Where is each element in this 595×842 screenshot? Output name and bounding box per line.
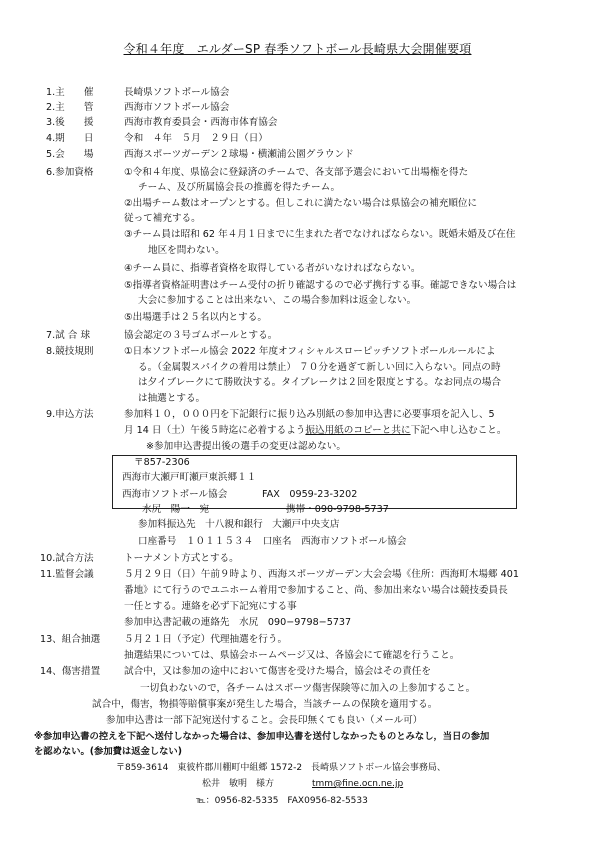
warning-line: ※参加申込書の控えを下記へ送付しなかった場合は、参加申込書を送付しなかったものとみなし，当日の参加	[34, 731, 490, 742]
eligibility-label: 6.参加資格	[46, 167, 94, 178]
draw-note: 抽選結果については、県協会ホームページ又は、各協会にて確認を行うこと。	[124, 650, 460, 661]
box-address: 西海市大瀬戸町瀬戸東浜郷１１	[122, 472, 257, 483]
eligibility-line: ①令和４年度、県協会に登録済のチームで、各支部予選会において出場権を得た	[124, 167, 469, 178]
draw-label: 13、組合抽選	[40, 634, 101, 645]
footer-tel: ℡：0956-82-5335 FAX0956-82-5533	[196, 796, 368, 806]
item-value-organizer: 長崎県ソフトボール協会	[124, 87, 230, 98]
insurance-line: 一切負わないので，各チームはスポーツ傷害保険等に加入の上参加すること。	[140, 683, 476, 694]
meeting-contact: 参加申込書記載の連絡先 水尻 090−9798−5737	[124, 617, 352, 628]
item-label-support: 3.後 援	[46, 117, 94, 128]
rules-label: 8.競技規則	[46, 346, 94, 357]
application-label: 9.申込方法	[46, 409, 94, 420]
footer-email-link[interactable]: tmm@fine.ocn.ne.jp	[312, 779, 404, 789]
ball-label: 7.試 合 球	[46, 330, 91, 341]
format-label: 10.試合方法	[40, 553, 94, 564]
application-line: 参加料１０，０００円を下記銀行に振り込み別紙の参加申込書に必要事項を記入し、5	[124, 409, 495, 420]
box-person: 水尻 陽一 宛	[142, 504, 210, 515]
meeting-line: 一任とする。連絡を必ず下記宛にする事	[124, 601, 297, 612]
insurance-line: 参加申込書は一部下記宛送付すること。会長印無くても良い（メール可）	[106, 715, 423, 726]
meeting-line: 番地》にて行うのでユニホーム着用で参加すること、尚、参加出来ない場合は競技委員長	[124, 585, 508, 596]
meeting-label: 11.監督会議	[40, 569, 94, 580]
eligibility-line: ②出場チーム数はオープンとする。但しこれに満たない場合は県協会の補充順位に	[124, 198, 478, 209]
rules-line: は抽選とする。	[138, 393, 206, 404]
format-value: トーナメント方式とする。	[124, 553, 239, 564]
rules-line: る。（金属製スパイクの着用は禁止） ７０分を過ぎて新しい回に入らない。同点の時	[138, 362, 501, 373]
application-underlined: 振込用紙のコピーと共に	[305, 425, 411, 436]
item-value-venue: 西海スポーツガーデン２球場・横瀬浦公園グラウンド	[124, 149, 354, 160]
insurance-line: 試合中，又は参加の途中において傷害を受けた場合，協会はその責任を	[124, 666, 431, 677]
eligibility-line: チーム、及び所属協会長の推薦を得たチーム。	[138, 182, 341, 193]
eligibility-line: ⑤出場選手は２５名以内とする。	[124, 312, 267, 323]
bank-line: 口座番号 １０１１５３４ 口座名 西海市ソフトボール協会	[138, 536, 407, 547]
rules-line: は夕イブレークにて勝敗決する。タイブレークは２回を限度とする。なお同点の場合	[138, 377, 502, 388]
rules-line: ①日本ソフトボール協会 2022 年度オフィシャルスローピッチソフトボールルールによ	[124, 346, 496, 357]
bank-line: 参加料振込先 十八親和銀行 大瀬戸中央支店	[138, 519, 340, 530]
eligibility-line: 大会に参加することは出来ない、この場合参加料は返金しない。	[138, 295, 417, 306]
draw-value: ５月２１日（予定）代理抽選を行う。	[124, 634, 288, 645]
eligibility-line: ④チーム員に、指導者資格を取得している者がいなければならない。	[124, 263, 421, 274]
footer-address: 〒859-3614 東彼杵郡川棚町中組郷 1572-2 長崎県ソフトボール協会事務局、	[116, 763, 446, 773]
box-mobile: 携帯・090-9798-5737	[286, 504, 389, 515]
application-note: ※参加申込書提出後の選手の変更は認めない。	[146, 441, 346, 452]
warning-line: を認めない。(参加費は返金しない)	[34, 746, 182, 757]
eligibility-line: ③チーム員は昭和 62 年４月１日までに生まれた者でなければならない。既婚未婚及び在住	[124, 229, 516, 240]
eligibility-line: 従って補充する。	[124, 213, 201, 224]
insurance-line: 試合中，傷害，物損等賠償事案が発生した場合，当該チームの保険を適用する。	[92, 699, 438, 710]
insurance-label: 14、傷害措置	[40, 666, 101, 677]
item-label-host: 2.主 管	[46, 102, 94, 113]
item-value-host: 西海市ソフトボール協会	[124, 102, 230, 113]
item-value-support: 西海市教育委員会・西海市体育協会	[124, 117, 278, 128]
item-label-venue: 5.会 場	[46, 149, 94, 160]
item-label-date: 4.期 日	[46, 133, 94, 144]
eligibility-line: 地区を問わない。	[148, 245, 225, 256]
box-postal: 〒857-2306	[134, 457, 190, 468]
application-line: 月 14 日（土）午後５時迄に必着するよう振込用紙のコピーと共に下記へ申し込むこと。	[124, 425, 507, 436]
box-org: 西海市ソフトボール協会	[122, 489, 228, 500]
item-label-organizer: 1.主 催	[46, 87, 94, 98]
box-fax: FAX 0959-23-3202	[262, 489, 358, 500]
ball-value: 協会認定の３号ゴムボールとする。	[124, 330, 278, 341]
meeting-line: ５月２９日（日）午前９時より、西海スポーツガーデン大会会場《住所：西海町木場郷 401	[124, 569, 519, 580]
footer-name: 松井 敏明 様方	[202, 779, 275, 789]
page-title: 令和４年度 エルダーSP 春季ソフトボール長崎県大会開催要項	[123, 42, 472, 56]
item-value-date: 令和 ４年 ５月 ２９日（日）	[124, 133, 268, 144]
eligibility-line: ⑤指導者資格証明書はチーム受付の折り確認するので必ず携行する事。確認できない場合は	[124, 280, 517, 291]
